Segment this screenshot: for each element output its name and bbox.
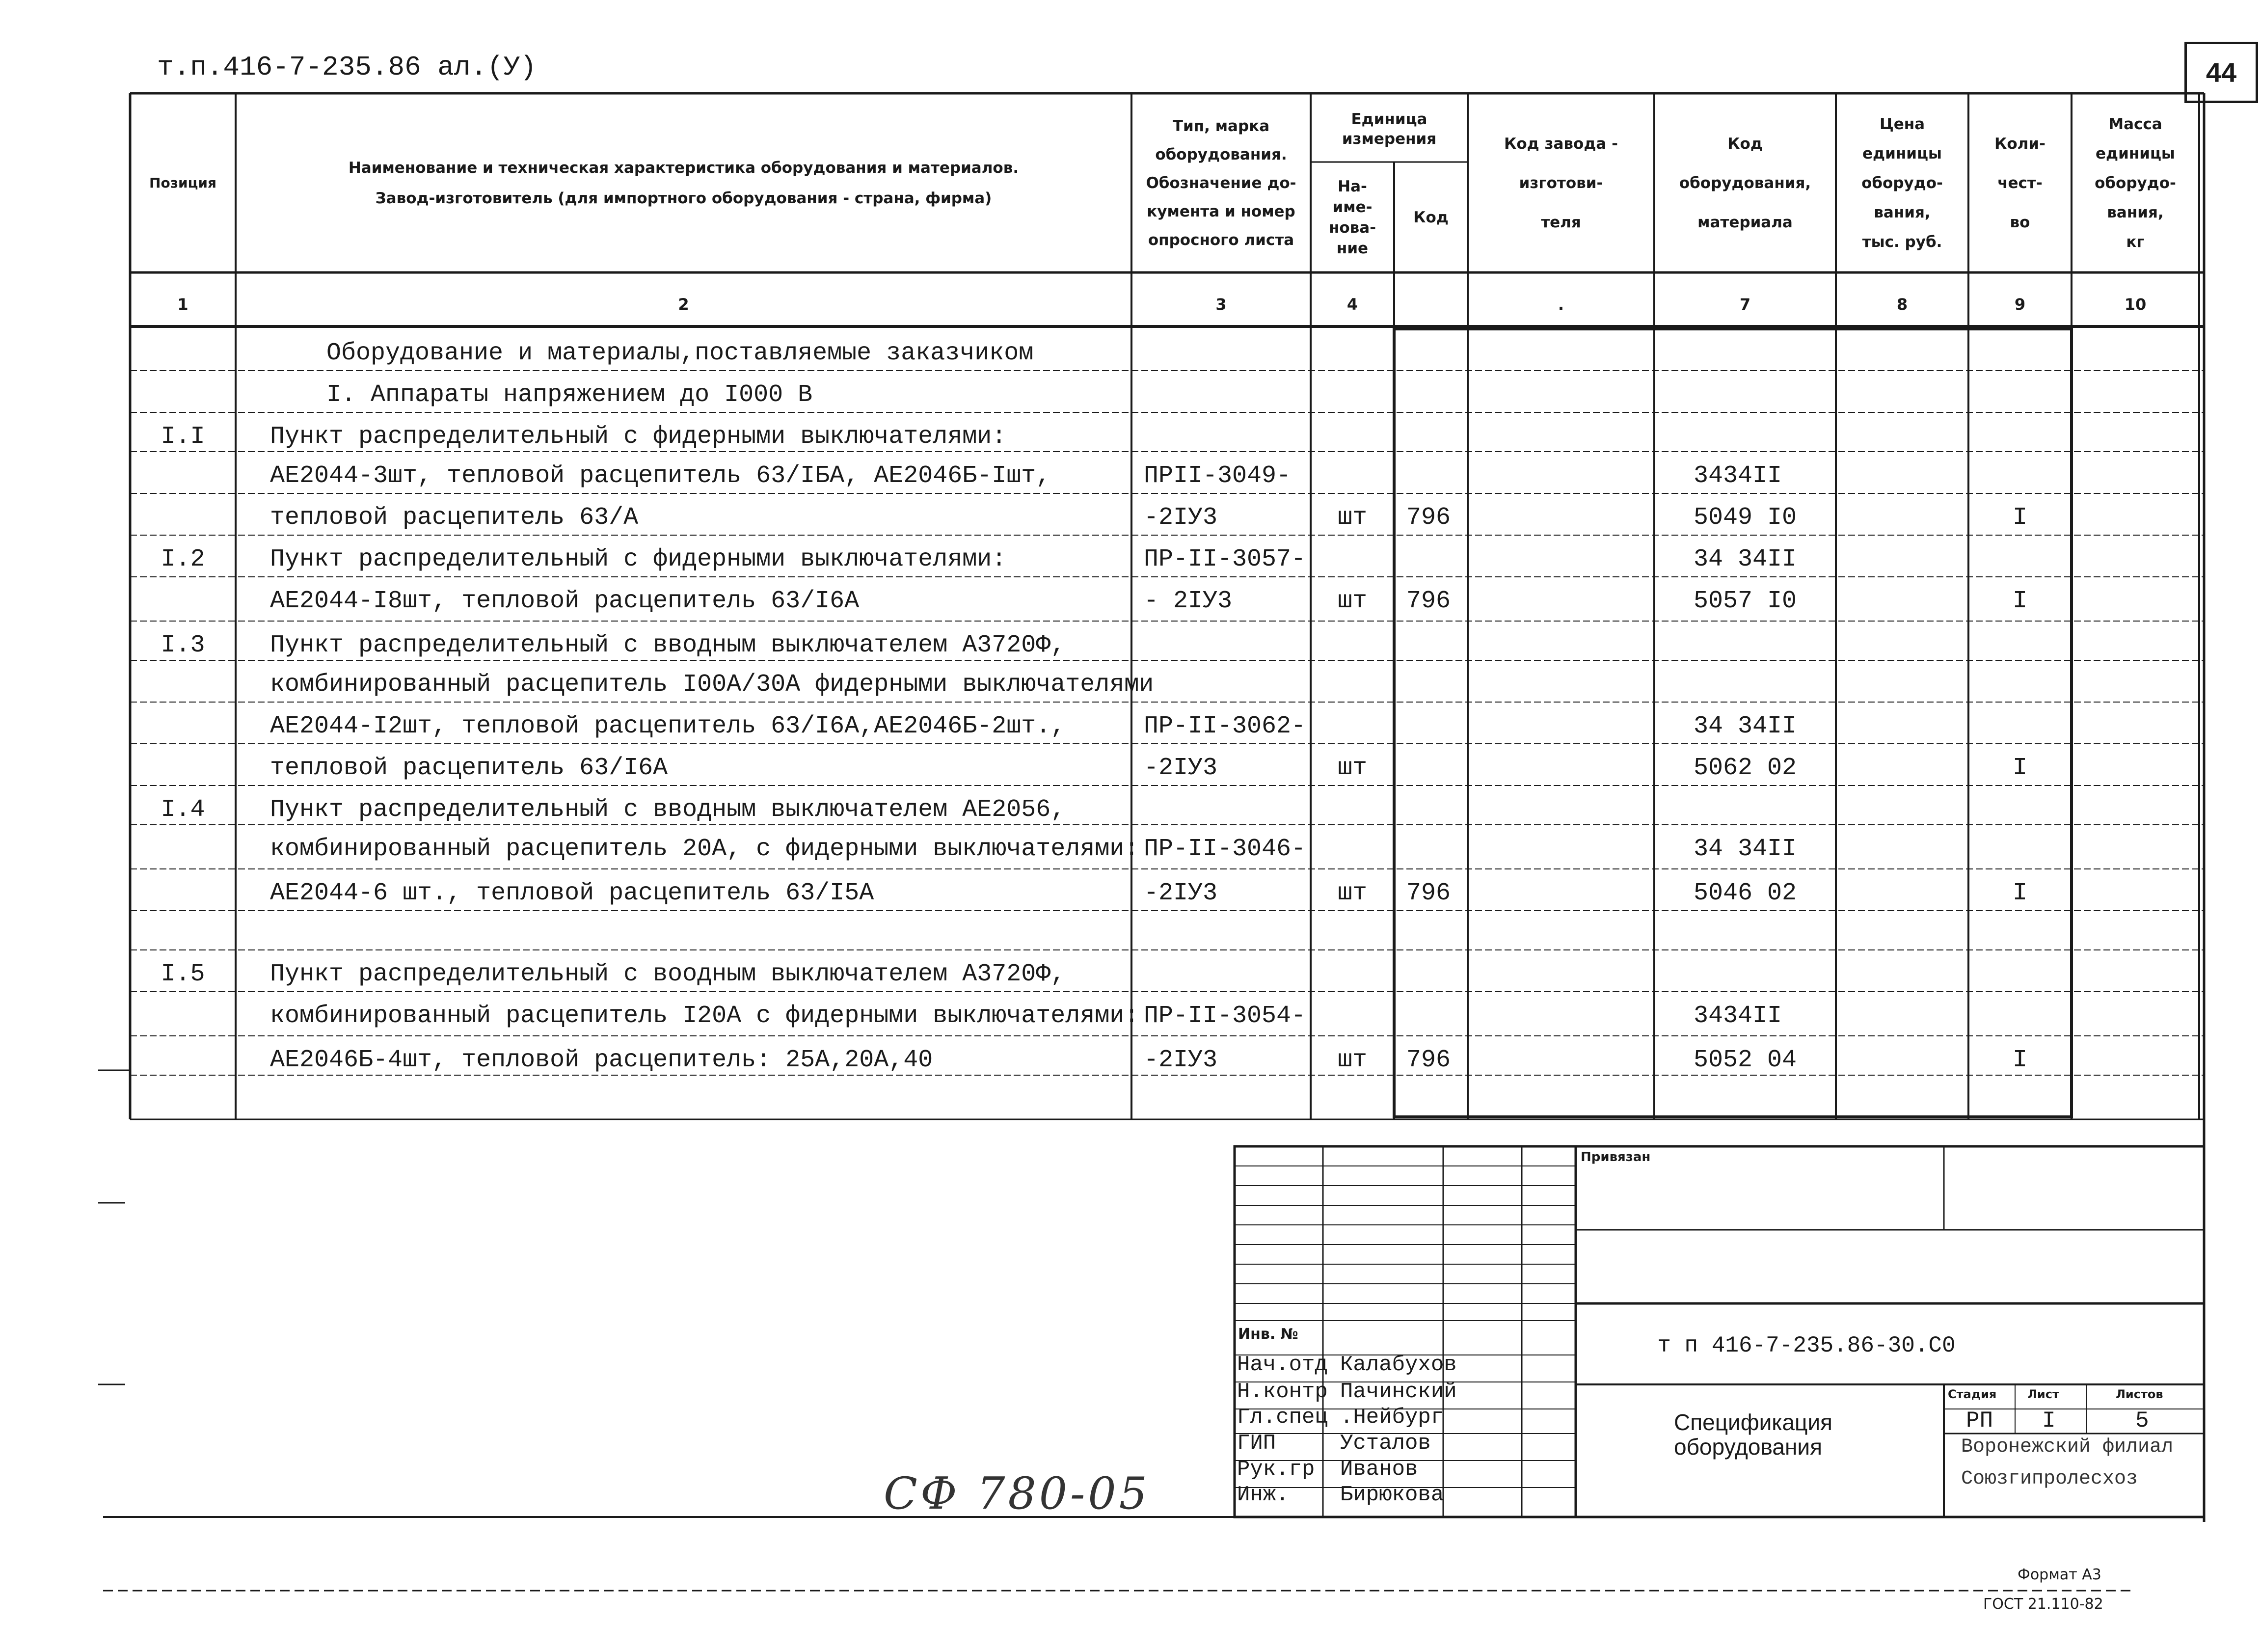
name-cell: Пункт распределительный с фидерными выключателями:	[270, 423, 1007, 451]
position-cell: I.5	[161, 960, 205, 988]
name-cell: АЕ2046Б-4шт, тепловой расцепитель: 25А,20А,40	[270, 1046, 933, 1074]
signature-role: Инж.	[1237, 1483, 1289, 1507]
equipment-code-cell: 34 34II	[1694, 712, 1797, 740]
header-unit-code: Код	[1413, 208, 1449, 226]
column-number-2: 2	[678, 295, 689, 314]
stage-value: РП	[1966, 1408, 1993, 1434]
type-cell: -2IУ3	[1144, 1046, 1218, 1074]
unit-name-cell: шт	[1337, 587, 1367, 615]
column-number-5	[1394, 290, 1468, 319]
quantity-cell: I	[2012, 879, 2027, 907]
header-price: Цена единицы оборудо- вания, тыс. руб.	[1861, 115, 1943, 251]
quantity-cell: I	[2012, 754, 2027, 782]
document-code-text: т п 416-7-235.86-30.С0	[1657, 1333, 1956, 1358]
sheet-number: 44	[2184, 42, 2258, 103]
equipment-code-cell: 34 34II	[1694, 545, 1797, 573]
equipment-code-cell: 5062 02	[1694, 754, 1797, 782]
equipment-code-cell: 5046 02	[1694, 879, 1797, 907]
column-number-6: .	[1558, 295, 1564, 314]
document-reference: т.п.416-7-235.86 ал.(У)	[157, 52, 537, 83]
equipment-code-cell: 3434II	[1694, 1002, 1782, 1030]
name-cell: АЕ2044-6 шт., тепловой расцепитель 63/I5А	[270, 879, 874, 907]
privyazan-label: Привязан	[1581, 1150, 1651, 1165]
name-cell: тепловой расцепитель 63/А	[270, 504, 639, 532]
signature-name: Бирюкова	[1340, 1483, 1444, 1507]
column-number-7: 7	[1739, 295, 1751, 314]
name-cell: I. Аппараты напряжением до I000 В	[326, 381, 813, 409]
name-cell: Оборудование и материалы,поставляемые заказчиком	[326, 339, 1034, 367]
document-title-line-1: Спецификация	[1674, 1409, 1832, 1435]
signature-role: Нач.отд	[1237, 1353, 1328, 1377]
name-cell: Пункт распределительный с фидерными выключателями:	[270, 545, 1007, 573]
quantity-cell: I	[2012, 1046, 2027, 1074]
column-number-1: 1	[177, 295, 188, 314]
header-unit-name: На- име- нова- ние	[1328, 177, 1376, 257]
equipment-code-cell: 3434II	[1694, 462, 1782, 490]
type-cell: ПР-II-3057-	[1144, 545, 1306, 573]
equipment-code-cell: 34 34II	[1694, 835, 1797, 863]
signature-role: Гл.спец	[1237, 1405, 1328, 1430]
unit-code-cell: 796	[1406, 879, 1451, 907]
position-cell: I.I	[161, 423, 205, 451]
signature-name: Усталов	[1340, 1431, 1431, 1456]
signature-name: Иванов	[1340, 1457, 1418, 1482]
header-type: Тип, марка оборудования. Обозначение до- кумента и номер опросного листа	[1146, 117, 1296, 249]
name-cell: Пункт распределительный с вводным выключателем АЕ2056,	[270, 796, 1066, 824]
signature-role: Рук.гр	[1237, 1457, 1315, 1482]
equipment-code-cell: 5052 04	[1694, 1046, 1797, 1074]
type-cell: -2IУ3	[1144, 879, 1218, 907]
sheet-label: Лист	[2027, 1387, 2059, 1401]
unit-code-cell: 796	[1406, 587, 1451, 615]
organization-line-1: Воронежский филиал	[1961, 1436, 2174, 1458]
name-cell: комбинированный расцепитель I00А/30А фидерными выключателями	[270, 671, 1154, 699]
name-cell: тепловой расцепитель 63/I6А	[270, 754, 668, 782]
sheet-value: I	[2042, 1408, 2056, 1434]
unit-name-cell: шт	[1337, 754, 1367, 782]
sheets-value: 5	[2135, 1408, 2149, 1434]
stage-label: Стадия	[1948, 1387, 1997, 1401]
format-label: Формат А3	[2018, 1566, 2101, 1583]
unit-name-cell: шт	[1337, 879, 1367, 907]
header-unit-group: Единица измерения	[1342, 110, 1437, 148]
name-cell: Пункт распределительный с вводным выключателем А3720Ф,	[270, 631, 1066, 659]
column-number-4: 4	[1346, 295, 1358, 314]
type-cell: ПР-II-3054-	[1144, 1002, 1306, 1030]
organization-line-2: Союзгипролесхоз	[1961, 1468, 2138, 1490]
handwritten-archive-number: СФ 780-05	[884, 1468, 1150, 1519]
name-cell: Пункт распределительный с воодным выключателем А3720Ф,	[270, 960, 1066, 988]
unit-code-cell: 796	[1406, 504, 1451, 532]
quantity-cell: I	[2012, 587, 2027, 615]
type-cell: ПРII-3049-	[1144, 462, 1292, 490]
inventory-number-label: Инв. №	[1238, 1326, 1298, 1343]
position-cell: I.3	[161, 631, 205, 659]
sheets-label: Листов	[2116, 1387, 2163, 1401]
name-cell: АЕ2044-I2шт, тепловой расцепитель 63/I6А,АЕ2046Б-2шт.,	[270, 712, 1066, 740]
type-cell: - 2IУ3	[1144, 587, 1233, 615]
column-number-10: 10	[2124, 295, 2147, 314]
type-cell: ПР-II-3046-	[1144, 835, 1306, 863]
signature-role: Н.контр	[1237, 1380, 1328, 1404]
header-position: Позиция	[149, 174, 216, 191]
unit-code-cell: 796	[1406, 1046, 1451, 1074]
type-cell: ПР-II-3062-	[1144, 712, 1306, 740]
quantity-cell: I	[2012, 504, 2027, 532]
column-number-3: 3	[1215, 295, 1227, 314]
equipment-code-cell: 5049 I0	[1694, 504, 1797, 532]
type-cell: -2IУ3	[1144, 754, 1218, 782]
signature-name: Калабухов	[1340, 1353, 1457, 1377]
header-quantity: Коли- чест- во	[1994, 135, 2046, 231]
position-cell: I.4	[161, 796, 205, 824]
type-cell: -2IУ3	[1144, 504, 1218, 532]
position-cell: I.2	[161, 545, 205, 573]
header-mass: Масса единицы оборудо- вания, кг	[2095, 115, 2176, 251]
name-cell: комбинированный расцепитель I20А с фидерными выключателями:	[270, 1002, 1139, 1030]
header-name: Наименование и техническая характеристика оборудования и материалов. Завод-изготовитель (для импортного оборудования - страна, фирма)	[348, 159, 1019, 207]
column-number-9: 9	[2014, 295, 2026, 314]
gost-label: ГОСТ 21.110-82	[1983, 1596, 2103, 1613]
name-cell: комбинированный расцепитель 20А, с фидерными выключателями:	[270, 835, 1139, 863]
signature-name: .Нейбург	[1340, 1405, 1444, 1430]
unit-name-cell: шт	[1337, 1046, 1367, 1074]
header-factory-code: Код завода - изготови- теля	[1504, 135, 1618, 231]
signature-role: ГИП	[1237, 1431, 1276, 1456]
signature-name: Пачинский	[1340, 1380, 1457, 1404]
header-equipment-code: Код оборудования, материала	[1679, 135, 1811, 231]
unit-name-cell: шт	[1337, 504, 1367, 532]
name-cell: АЕ2044-I8шт, тепловой расцепитель 63/I6А	[270, 587, 860, 615]
document-title-line-2: оборудования	[1674, 1434, 1822, 1460]
equipment-code-cell: 5057 I0	[1694, 587, 1797, 615]
name-cell: АЕ2044-3шт, тепловой расцепитель 63/IБА, АЕ2046Б-Iшт,	[270, 462, 1051, 490]
column-number-8: 8	[1896, 295, 1908, 314]
